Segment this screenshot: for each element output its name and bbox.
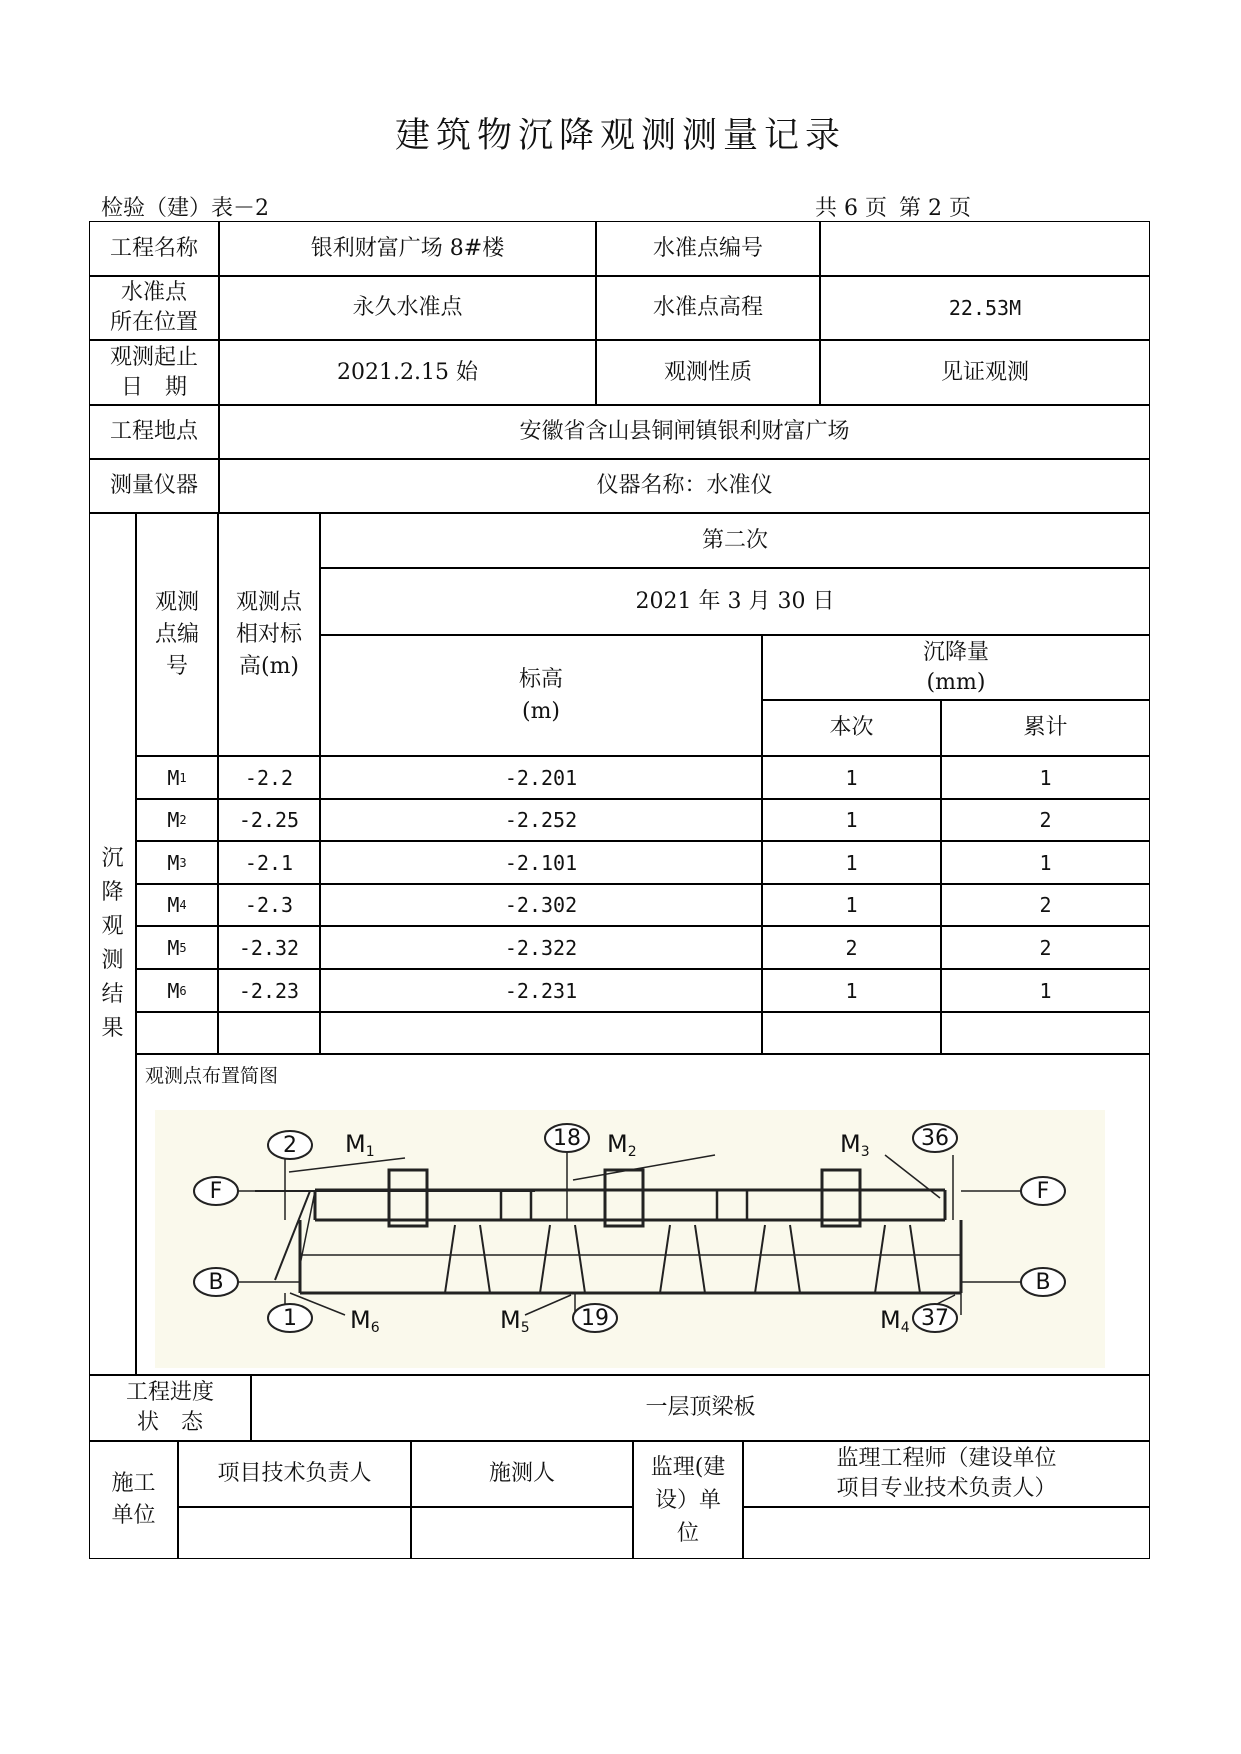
row-point: M 4 [136, 884, 218, 926]
round-header: 第二次 [320, 513, 1150, 568]
row-relative-elevation: -2.23 [218, 969, 320, 1012]
axis-lines [237, 1148, 1025, 1315]
row-settlement-total: 2 [941, 884, 1150, 926]
benchmark-location-label: 水准点 所在位置 [89, 276, 219, 340]
results-side-label: 沉 降 观 测 结 果 [89, 513, 136, 1375]
axis-number: 37 [921, 1306, 949, 1331]
axis-number: 18 [553, 1126, 581, 1151]
diagram-label: 观测点布置简图 [145, 1065, 279, 1087]
row-elevation: -2.201 [320, 756, 762, 799]
row-point: M 1 [136, 756, 218, 799]
row-point: M 2 [136, 799, 218, 841]
page-info [815, 191, 983, 222]
point-marker: M4 [880, 1306, 910, 1336]
row-relative-elevation: -2.25 [218, 799, 320, 841]
benchmark-number-label: 水准点编号 [596, 221, 820, 276]
layout-diagram [136, 1054, 1150, 1375]
row-elevation: -2.302 [320, 884, 762, 926]
empty-cell [136, 1012, 218, 1054]
site-label: 工程地点 [89, 405, 219, 459]
progress-value: 一层顶梁板 [251, 1375, 1150, 1441]
point-marker: M6 [350, 1306, 380, 1336]
total-pages: 共 6 页 [815, 196, 887, 221]
floor-plan-svg [155, 1110, 1105, 1368]
row-relative-elevation: -2.2 [218, 756, 320, 799]
supervisor-signature[interactable] [743, 1507, 1150, 1559]
row-settlement-this: 1 [762, 969, 941, 1012]
site-value: 安徽省含山县铜闸镇银利财富广场 [219, 405, 1150, 459]
empty-cell [762, 1012, 941, 1054]
row-elevation: -2.322 [320, 926, 762, 969]
form-code: 检验（建）表－2 [101, 196, 269, 221]
observation-point-labels [345, 1130, 910, 1336]
supervisor-label: 监理工程师（建设单位 项目专业技术负责人） [743, 1441, 1150, 1507]
benchmark-location-value: 永久水准点 [219, 276, 596, 340]
project-name-label: 工程名称 [89, 221, 219, 276]
floor-plan-walls [255, 1170, 961, 1293]
elevation-header: 标高 (m) [320, 635, 762, 756]
row-settlement-this: 1 [762, 756, 941, 799]
construction-unit-label: 施工 单位 [89, 1441, 178, 1559]
tech-lead-signature[interactable] [178, 1507, 411, 1559]
row-elevation: -2.101 [320, 841, 762, 884]
row-elevation: -2.231 [320, 969, 762, 1012]
progress-label: 工程进度 状 态 [89, 1375, 251, 1441]
surveyor-label: 施测人 [411, 1441, 633, 1507]
row-settlement-this: 1 [762, 799, 941, 841]
axis-label: F [209, 1179, 223, 1204]
surveyor-signature[interactable] [411, 1507, 633, 1559]
axis-label: B [1035, 1270, 1051, 1295]
observation-date: 2021 年 3 月 30 日 [320, 568, 1150, 635]
point-marker: M5 [500, 1306, 530, 1336]
row-point: M 3 [136, 841, 218, 884]
supervision-unit-label: 监理(建 设）单 位 [633, 1441, 743, 1559]
empty-cell [941, 1012, 1150, 1054]
page-title: 建筑物沉降观测测量记录 [394, 116, 846, 156]
row-settlement-total: 1 [941, 756, 1150, 799]
empty-cell [218, 1012, 320, 1054]
row-settlement-total: 2 [941, 926, 1150, 969]
instrument-value: 仪器名称：水准仪 [219, 459, 1150, 513]
row-point: M 5 [136, 926, 218, 969]
axis-number: 36 [921, 1126, 949, 1151]
cumulative-header: 累计 [941, 700, 1150, 756]
observation-nature-label: 观测性质 [596, 340, 820, 405]
axis-number: 1 [283, 1306, 297, 1331]
point-marker: M2 [607, 1130, 637, 1160]
row-settlement-this: 2 [762, 926, 941, 969]
tech-lead-label: 项目技术负责人 [178, 1441, 411, 1507]
empty-cell [320, 1012, 762, 1054]
row-settlement-this: 1 [762, 841, 941, 884]
row-relative-elevation: -2.3 [218, 884, 320, 926]
start-date-value: 2021.2.15 始 [219, 340, 596, 405]
current-page: 第 2 页 [898, 196, 971, 221]
axis-label: B [208, 1270, 224, 1295]
point-marker: M1 [345, 1130, 375, 1160]
benchmark-number-value [820, 221, 1150, 276]
settlement-header: 沉降量 (mm) [762, 635, 1150, 700]
axis-label: F [1036, 1179, 1050, 1204]
relative-elevation-header: 观测点 相对标 高(m) [218, 513, 320, 756]
point-marker: M3 [840, 1130, 870, 1160]
point-number-header: 观测 点编 号 [136, 513, 218, 756]
diagram-image [155, 1110, 1105, 1368]
date-label: 观测起止 日 期 [89, 340, 219, 405]
row-settlement-this: 1 [762, 884, 941, 926]
benchmark-elevation-label: 水准点高程 [596, 276, 820, 340]
observation-nature-value: 见证观测 [820, 340, 1150, 405]
axis-number: 19 [581, 1306, 609, 1331]
row-settlement-total: 1 [941, 841, 1150, 884]
row-elevation: -2.252 [320, 799, 762, 841]
row-point: M 6 [136, 969, 218, 1012]
row-relative-elevation: -2.32 [218, 926, 320, 969]
this-time-header: 本次 [762, 700, 941, 756]
row-relative-elevation: -2.1 [218, 841, 320, 884]
project-name-value: 银利财富广场 8#楼 [219, 221, 596, 276]
row-settlement-total: 1 [941, 969, 1150, 1012]
row-settlement-total: 2 [941, 799, 1150, 841]
benchmark-elevation-value: 22.53M [820, 276, 1150, 340]
axis-number: 2 [283, 1133, 297, 1158]
instrument-label: 测量仪器 [89, 459, 219, 513]
